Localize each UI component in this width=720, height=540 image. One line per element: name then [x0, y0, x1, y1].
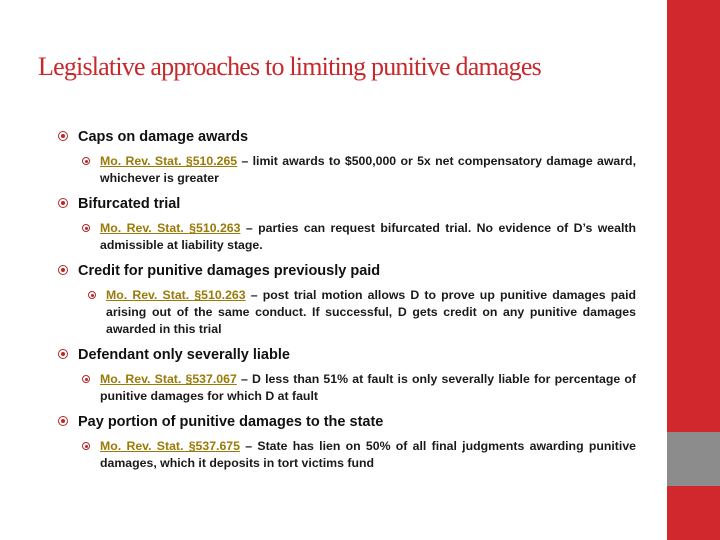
statute-link[interactable]: Mo. Rev. Stat. §510.263 — [106, 288, 246, 302]
sidebar-red-block-top — [667, 0, 720, 432]
circle-bullet-icon — [88, 291, 96, 299]
sub-bullet-bifurcated — [58, 220, 636, 254]
bullet-item-caps — [58, 128, 636, 147]
sub-bullet-description: – post trial motion allows D to prove up punitive damages paid arising out of the same conduct. If successful, D gets credit on any punitive damages awarded in this trial — [106, 288, 636, 336]
sub-bullet-text — [100, 153, 636, 187]
bullet-item-state — [58, 413, 636, 432]
sub-bullet-description: – limit awards to $500,000 or 5x net compensatory damage award, whichever is greater — [100, 154, 636, 185]
circle-bullet-icon — [58, 265, 68, 275]
statute-link[interactable]: Mo. Rev. Stat. §537.067 — [100, 372, 237, 386]
sub-bullet-description: – D less than 51% at fault is only severally liable for percentage of punitive damages for which D at fault — [100, 372, 636, 403]
sub-bullet-text — [106, 287, 636, 338]
sub-bullet-text — [100, 438, 636, 472]
circle-bullet-icon — [58, 349, 68, 359]
sub-bullet-state — [58, 438, 636, 472]
sub-bullet-text — [100, 371, 636, 405]
sub-bullet-text — [100, 220, 636, 254]
bullet-item-several — [58, 346, 636, 365]
circle-bullet-icon — [58, 198, 68, 208]
circle-bullet-icon — [82, 157, 90, 165]
bullet-heading: Credit for punitive damages previously paid — [78, 263, 381, 279]
statute-link[interactable]: Mo. Rev. Stat. §510.265 — [100, 154, 238, 168]
sub-bullet-several — [58, 371, 636, 405]
statute-link[interactable]: Mo. Rev. Stat. §537.675 — [100, 439, 240, 453]
slide-title: Legislative approaches to limiting punitive damages — [38, 52, 541, 81]
statute-link[interactable]: Mo. Rev. Stat. §510.263 — [100, 221, 241, 235]
sub-bullet-description: – State has lien on 50% of all final judgments awarding punitive damages, which it deposits in tort victims fund — [100, 439, 636, 470]
bullet-heading: Bifurcated trial — [78, 196, 181, 212]
bullet-heading: Defendant only severally liable — [78, 347, 290, 363]
circle-bullet-icon — [82, 442, 90, 450]
decorative-sidebar — [667, 0, 720, 540]
sidebar-gray-block — [667, 432, 720, 486]
sub-bullet-description: – parties can request bifurcated trial. No evidence of D’s wealth admissible at liability stage. — [100, 221, 636, 252]
sub-bullet-credit — [58, 287, 636, 338]
bullet-heading: Caps on damage awards — [78, 129, 249, 145]
bullet-heading: Pay portion of punitive damages to the state — [78, 414, 384, 430]
circle-bullet-icon — [82, 375, 90, 383]
circle-bullet-icon — [58, 416, 68, 426]
bullet-item-credit — [58, 262, 636, 281]
bullet-item-bifurcated — [58, 195, 636, 214]
circle-bullet-icon — [82, 224, 90, 232]
circle-bullet-icon — [58, 131, 68, 141]
slide-content — [58, 128, 636, 480]
sub-bullet-caps — [58, 153, 636, 187]
sidebar-red-block-bottom — [667, 486, 720, 540]
